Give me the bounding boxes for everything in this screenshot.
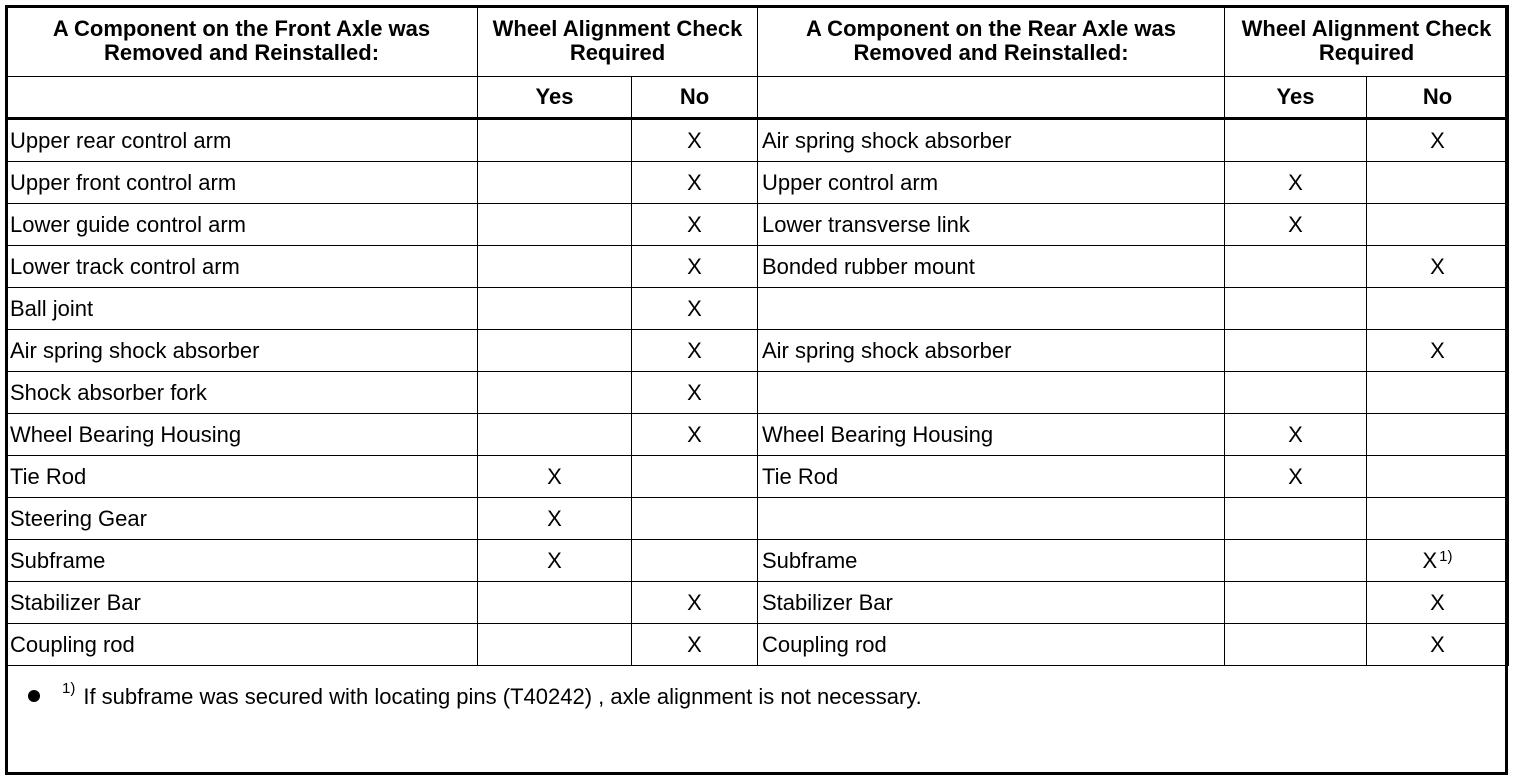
rear-component-cell — [758, 540, 1225, 582]
rear-component-cell — [758, 288, 1225, 330]
front-component-cell-text: Ball joint — [10, 295, 94, 321]
front-no-cell — [632, 162, 758, 204]
rear-component-cell — [758, 119, 1225, 162]
front-yes-cell — [478, 456, 632, 498]
front-no-cell — [632, 246, 758, 288]
front-no-cell — [632, 498, 758, 540]
rear-component-cell-text: Subframe — [762, 547, 858, 573]
front-component-cell-text: Stabilizer Bar — [10, 589, 141, 615]
front-yes-cell — [478, 414, 632, 456]
rear-component-cell-text: Wheel Bearing Housing — [762, 421, 994, 447]
rear-yes-cell — [1225, 456, 1367, 498]
front-no-cell-text: X — [687, 211, 702, 237]
rear-no-cell-text: X — [1430, 253, 1445, 279]
rear-yes-cell-text: X — [1288, 421, 1303, 447]
table-row — [6, 456, 1509, 498]
rear-component-header: A Component on the Rear Axle was Removed and Reinstalled: — [758, 6, 1225, 77]
front-no-cell — [632, 288, 758, 330]
front-component-cell — [6, 204, 478, 246]
rear-yes-cell — [1225, 540, 1367, 582]
footnote-reference: 1) — [1439, 547, 1453, 565]
rear-component-cell-text: Tie Rod — [762, 463, 839, 489]
front-no-cell — [632, 330, 758, 372]
front-yes-cell — [478, 498, 632, 540]
rear-check-header: Wheel Alignment Check Required — [1225, 6, 1509, 77]
front-component-cell — [6, 330, 478, 372]
front-no-cell-text: X — [687, 589, 702, 615]
rear-component-cell — [758, 204, 1225, 246]
rear-yes-cell — [1225, 498, 1367, 540]
wheel-alignment-table — [5, 5, 1509, 666]
front-no-cell-text: X — [687, 127, 702, 153]
front-yes-cell — [478, 288, 632, 330]
rear-yes-cell — [1225, 162, 1367, 204]
front-no-cell-text: X — [687, 169, 702, 195]
front-component-cell-text: Lower guide control arm — [10, 211, 247, 237]
table-row — [6, 540, 1509, 582]
rear-component-cell — [758, 414, 1225, 456]
table-row — [6, 246, 1509, 288]
rear-yes-cell — [1225, 288, 1367, 330]
rear-no-cell — [1367, 498, 1509, 540]
front-component-cell — [6, 246, 478, 288]
rear-yes-cell — [1225, 372, 1367, 414]
table-row — [6, 330, 1509, 372]
rear-no-cell — [1367, 119, 1509, 162]
front-no-cell-text: X — [687, 337, 702, 363]
front-yes-cell — [478, 330, 632, 372]
front-no-cell-text: X — [687, 253, 702, 279]
rear-component-cell — [758, 624, 1225, 666]
front-component-cell-text: Steering Gear — [10, 505, 147, 531]
front-component-cell — [6, 414, 478, 456]
front-yes-cell — [478, 624, 632, 666]
front-yes-header: Yes — [478, 77, 632, 119]
rear-yes-cell-text: X — [1288, 463, 1303, 489]
front-no-cell-text: X — [687, 631, 702, 657]
front-yes-cell — [478, 119, 632, 162]
table-row — [6, 288, 1509, 330]
front-yes-cell — [478, 204, 632, 246]
front-component-cell-text: Subframe — [10, 547, 106, 573]
front-component-cell-text: Shock absorber fork — [10, 379, 207, 405]
front-component-cell — [6, 372, 478, 414]
table-row — [6, 162, 1509, 204]
rear-no-cell-text: X — [1430, 127, 1445, 153]
front-no-cell — [632, 582, 758, 624]
front-yes-cell-text: X — [547, 505, 562, 531]
rear-component-cell — [758, 498, 1225, 540]
front-blank-header — [6, 77, 478, 119]
table-row — [6, 204, 1509, 246]
rear-component-cell-text: Coupling rod — [762, 631, 887, 657]
front-component-cell — [6, 540, 478, 582]
rear-component-cell-text: Bonded rubber mount — [762, 253, 975, 279]
table-row — [6, 624, 1509, 666]
rear-no-cell-text: X — [1430, 589, 1445, 615]
rear-no-cell — [1367, 162, 1509, 204]
rear-yes-cell — [1225, 204, 1367, 246]
front-component-cell — [6, 119, 478, 162]
rear-no-cell — [1367, 204, 1509, 246]
front-yes-cell — [478, 246, 632, 288]
front-no-cell — [632, 372, 758, 414]
rear-no-cell — [1367, 330, 1509, 372]
rear-no-cell-text: X — [1422, 547, 1438, 573]
rear-component-cell — [758, 330, 1225, 372]
rear-yes-cell — [1225, 582, 1367, 624]
front-yes-cell — [478, 162, 632, 204]
rear-no-cell — [1367, 246, 1509, 288]
front-no-cell-text: X — [687, 295, 702, 321]
front-no-cell — [632, 414, 758, 456]
front-no-header: No — [632, 77, 758, 119]
table-row — [6, 372, 1509, 414]
rear-component-cell — [758, 372, 1225, 414]
rear-no-cell-text: X — [1430, 337, 1445, 363]
table-row — [6, 119, 1509, 162]
rear-yes-cell-text: X — [1288, 169, 1303, 195]
rear-no-cell — [1367, 372, 1509, 414]
rear-yes-cell — [1225, 119, 1367, 162]
footnote-text: If subframe was secured with locating pins (T40242) , axle alignment is not necessary. — [83, 684, 922, 709]
rear-no-cell — [1367, 624, 1509, 666]
front-component-cell-text: Coupling rod — [10, 631, 135, 657]
footnote — [28, 680, 922, 710]
front-component-cell-text: Lower track control arm — [10, 253, 240, 279]
rear-yes-cell — [1225, 624, 1367, 666]
rear-component-cell — [758, 162, 1225, 204]
rear-component-cell-text: Air spring shock absorber — [762, 127, 1012, 153]
rear-no-header: No — [1367, 77, 1509, 119]
rear-no-cell — [1367, 540, 1509, 582]
rear-blank-header — [758, 77, 1225, 119]
front-yes-cell-text: X — [547, 463, 562, 489]
front-no-cell — [632, 540, 758, 582]
front-component-cell-text: Wheel Bearing Housing — [10, 421, 242, 447]
rear-yes-cell — [1225, 330, 1367, 372]
rear-yes-header: Yes — [1225, 77, 1367, 119]
front-component-cell — [6, 624, 478, 666]
rear-component-cell-text: Air spring shock absorber — [762, 337, 1012, 363]
rear-no-cell — [1367, 582, 1509, 624]
rear-component-cell-text: Stabilizer Bar — [762, 589, 893, 615]
front-component-cell-text: Tie Rod — [10, 463, 87, 489]
front-no-cell-text: X — [687, 379, 702, 405]
front-no-cell — [632, 119, 758, 162]
front-component-cell — [6, 162, 478, 204]
front-component-cell — [6, 498, 478, 540]
rear-yes-cell — [1225, 246, 1367, 288]
bullet-icon — [28, 690, 40, 702]
front-yes-cell — [478, 540, 632, 582]
rear-no-cell-text: X — [1430, 631, 1445, 657]
front-component-cell-text: Air spring shock absorber — [10, 337, 260, 363]
rear-yes-cell-text: X — [1288, 211, 1303, 237]
rear-no-cell — [1367, 414, 1509, 456]
front-component-cell-text: Upper rear control arm — [10, 127, 232, 153]
front-component-cell-text: Upper front control arm — [10, 169, 237, 195]
front-component-header: A Component on the Front Axle was Removed and Reinstalled: — [6, 6, 478, 77]
rear-component-cell — [758, 582, 1225, 624]
rear-component-cell-text: Lower transverse link — [762, 211, 970, 237]
front-yes-cell — [478, 582, 632, 624]
front-component-cell — [6, 456, 478, 498]
front-yes-cell — [478, 372, 632, 414]
footnote-marker: 1) — [62, 680, 76, 697]
front-no-cell — [632, 624, 758, 666]
rear-yes-cell — [1225, 414, 1367, 456]
front-no-cell-text: X — [687, 421, 702, 447]
table-row — [6, 414, 1509, 456]
front-check-header: Wheel Alignment Check Required — [478, 6, 758, 77]
front-no-cell — [632, 204, 758, 246]
table-row — [6, 582, 1509, 624]
rear-no-cell — [1367, 288, 1509, 330]
table-row — [6, 498, 1509, 540]
front-component-cell — [6, 582, 478, 624]
front-component-cell — [6, 288, 478, 330]
rear-component-cell — [758, 246, 1225, 288]
front-no-cell — [632, 456, 758, 498]
rear-component-cell-text: Upper control arm — [762, 169, 939, 195]
rear-component-cell — [758, 456, 1225, 498]
rear-no-cell — [1367, 456, 1509, 498]
front-yes-cell-text: X — [547, 547, 562, 573]
